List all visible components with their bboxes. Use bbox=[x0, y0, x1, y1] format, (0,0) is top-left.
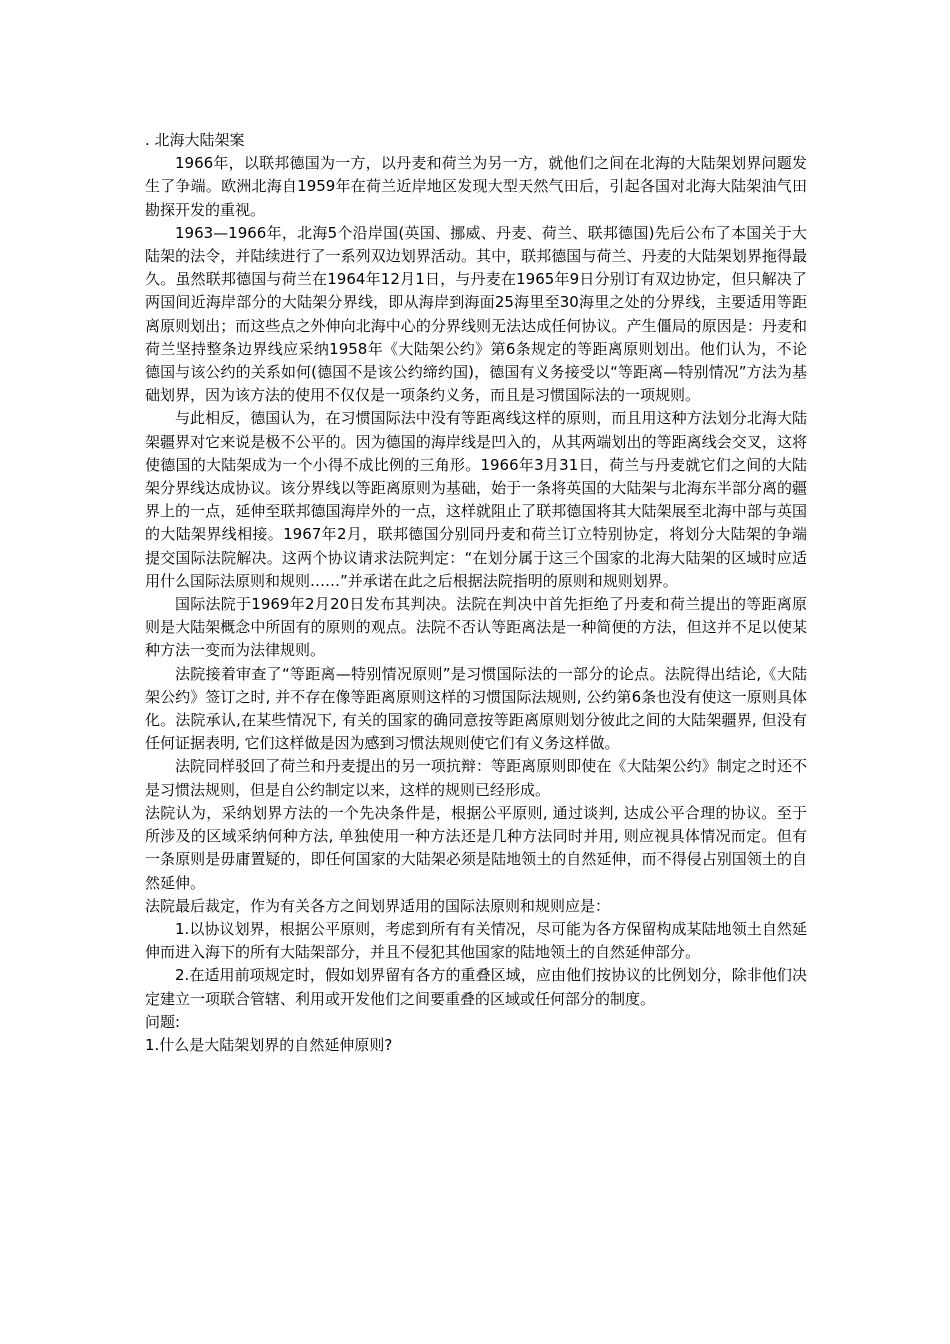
paragraph: 国际法院于1969年2月20日发布其判决。法院在判决中首先拒绝了丹麦和荷兰提出的等距离原则是大陆架概念中所固有的原则的观点。法院不否认等距离法是一种简便的方法，但这并不足以使某种方法一变而为法律规则。 bbox=[145, 595, 807, 660]
ruling-item: 1.以协议划界，根据公平原则，考虑到所有有关情况，尽可能为各方保留构成某陆地领土自然延伸而进入海下的所有大陆架部分，并且不侵犯其他国家的陆地领土的自然延伸部分。 bbox=[145, 919, 807, 962]
document-body bbox=[145, 129, 807, 1057]
questions-heading: 问题: bbox=[145, 1012, 181, 1031]
paragraph: 1963—1966年，北海5个沿岸国(英国、挪威、丹麦、荷兰、联邦德国)先后公布了本国关于大陆架的法令，并陆续进行了一系列双边划界活动。其中，联邦德国与荷兰、丹麦的大陆架划界拖得最久。虽然联邦德国与荷兰在1964年12月1日，与丹麦在1965年9日分别订有双边协定，但只解决了两国间近海岸部分的大陆架分界线，即从海岸到海面25海里至30海里之处的分界线，主要适用等距离原则划出；而这些点之外伸向北海中心的分界线则无法达成任何协议。产生僵局的原因是：丹麦和荷兰坚持整条边界线应采纳1958年《大陆架公约》第6条规定的等距离原则划出。他们认为，不论德国与该公约的关系如何(德国不是该公约缔约国)，德国有义务接受以“等距离—特别情况”方法为基础划界，因为该方法的使用不仅仅是一项条约义务，而且是习惯国际法的一项规则。 bbox=[145, 223, 807, 405]
ruling-item: 2.在适用前项规定时，假如划界留有各方的重叠区域，应由他们按协议的比例划分，除非他们决定建立一项联合管辖、利用或开发他们之间要重叠的区域或任何部分的制度。 bbox=[145, 966, 807, 1008]
paragraph: 法院认为，采纳划界方法的一个先决条件是，根据公平原则, 通过谈判, 达成公平合理的协议。至于所涉及的区域采纳何种方法, 单独使用一种方法还是几种方法同时并用, 则应视具体情况而定。但有一条原则是毋庸置疑的，即任何国家的大陆架必须是陆地领土的自然延伸，而不得侵占别国领土的自然延伸。 bbox=[145, 803, 807, 892]
paragraph: 法院最后裁定，作为有关各方之间划界适用的国际法原则和规则应是： bbox=[145, 896, 611, 915]
paragraph: 与此相反，德国认为，在习惯国际法中没有等距离线这样的原则，而且用这种方法划分北海大陆架疆界对它来说是极不公平的。因为德国的海岸线是凹入的，从其两端划出的等距离线会交叉，这将使德国的大陆架成为一个小得不成比例的三角形。1966年3月31日，荷兰与丹麦就它们之间的大陆架分界线达成协议。该分界线以等距离原则为基础，始于一条将英国的大陆架与北海东半部分离的疆界上的一点，延伸至联邦德国海岸外的一点，这样就阻止了联邦德国将其大陆架展至北海中部与英国的大陆架界线相接。1967年2月，联邦德国分别同丹麦和荷兰订立特别协定，将划分大陆架的争端提交国际法院解决。这两个协议请求法院判定：“在划分属于这三个国家的北海大陆架的区域时应适用什么国际法原则和规则……”并承诺在此之后根据法院指明的原则和规则划界。 bbox=[145, 409, 807, 590]
paragraph: 法院同样驳回了荷兰和丹麦提出的另一项抗辩：等距离原则即使在《大陆架公约》制定之时还不是习惯法规则，但是自公约制定以来，这样的规则已经形成。 bbox=[145, 757, 807, 799]
paragraph: 法院接着审查了“等距离—特别情况原则”是习惯国际法的一部分的论点。法院得出结论,《大陆架公约》签订之时, 并不存在像等距离原则这样的习惯国际法规则, 公约第6条也没有使这一原则具体化。法院承认,在某些情况下, 有关的国家的确同意按等距离原则划分彼此之间的大陆架疆界, 但没有任何证据表明, 它们这样做是因为感到习惯法规则使它们有义务这样做。 bbox=[145, 664, 807, 753]
paragraph: 1966年，以联邦德国为一方，以丹麦和荷兰为另一方，就他们之间在北海的大陆架划界问题发生了争端。欧洲北海自1959年在荷兰近岸地区发现大型天然气田后，引起各国对北海大陆架油气田勘探开发的重视。 bbox=[145, 154, 807, 219]
question-item: 1.什么是大陆架划界的自然延伸原则? bbox=[145, 1035, 393, 1054]
case-title: . 北海大陆架案 bbox=[145, 131, 245, 149]
